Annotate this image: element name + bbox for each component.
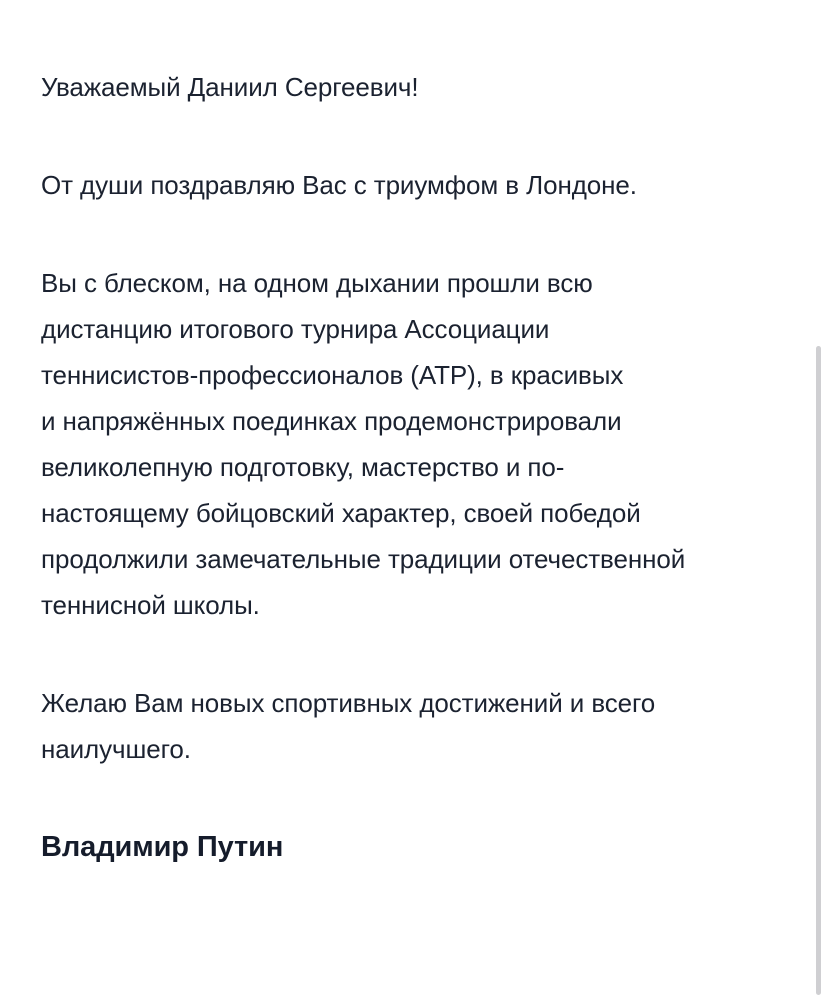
greeting-text: Уважаемый Даниил Сергеевич! <box>41 72 419 102</box>
paragraph-line: теннисной школы. <box>41 590 260 620</box>
paragraph-line: дистанцию итогового турнира Ассоциации <box>41 314 550 344</box>
signature: Владимир Путин <box>41 831 284 863</box>
paragraph-line: наилучшего. <box>41 734 191 764</box>
paragraph-line: продолжили замечательные традиции отечественной <box>41 544 686 574</box>
paragraph-line: великолепную подготовку, мастерство и по- <box>41 452 565 482</box>
paragraph-line: и напряжённых поединках продемонстрировали <box>41 406 622 436</box>
paragraph-congratulation <box>41 162 781 208</box>
paragraph-wishes <box>41 680 781 772</box>
letter-body <box>41 64 781 870</box>
paragraph-text: От души поздравляю Вас с триумфом в Лондоне. <box>41 170 637 200</box>
vertical-scrollbar[interactable] <box>816 346 821 995</box>
paragraph-line: Вы с блеском, на одном дыхании прошли всю <box>41 268 593 298</box>
paragraph-line: теннисистов-профессионалов (АТР), в красивых <box>41 360 624 390</box>
greeting <box>41 64 781 110</box>
paragraph-line: настоящему бойцовский характер, своей победой <box>41 498 641 528</box>
paragraph-achievement <box>41 260 781 628</box>
paragraph-line: Желаю Вам новых спортивных достижений и всего <box>41 688 656 718</box>
